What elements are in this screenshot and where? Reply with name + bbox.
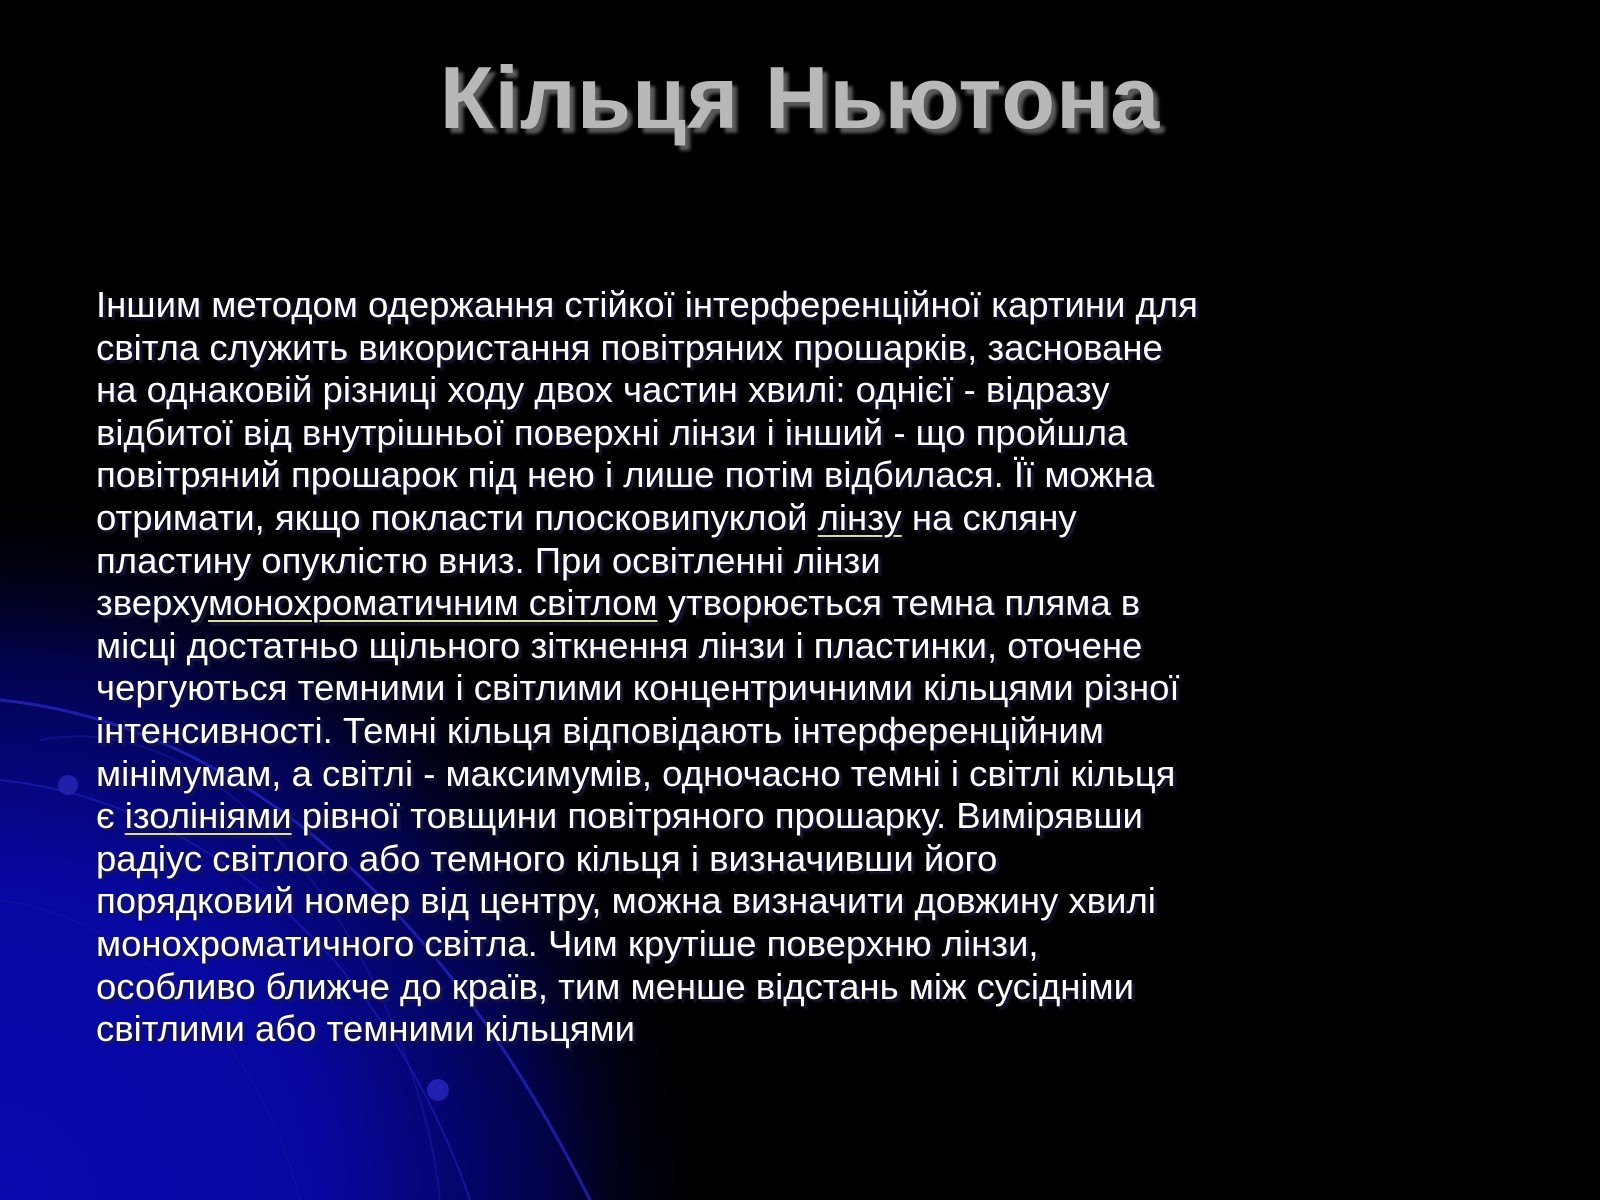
paragraph-line: інтенсивності. Темні кільця відповідають інтерференційним	[96, 709, 1104, 751]
paragraph-line: монохроматичного світла. Чим крутіше поверхню лінзи,	[96, 922, 1039, 964]
link-monochromatic-light[interactable]: монохроматичним світлом	[208, 582, 658, 624]
paragraph-line: мінімумам, а світлі - максимумів, одночасно темні і світлі кільця	[96, 752, 1176, 794]
link-isolines[interactable]: ізолініями	[124, 795, 292, 837]
paragraph-line: отримати, якщо покласти плосковипуклой лінзу на скляну	[96, 496, 1077, 538]
link-lens[interactable]: лінзу	[817, 496, 902, 538]
paragraph-line: світлими або темними кільцями	[96, 1008, 636, 1050]
body-paragraph	[96, 284, 1566, 1051]
paragraph-line: чергуються темними і світлими концентричними кільцями різної	[96, 667, 1180, 709]
paragraph-line: порядковий номер від центру, можна визначити довжину хвилі	[96, 880, 1156, 922]
paragraph-line: є ізолініями рівної товщини повітряного прошарку. Вимірявши	[96, 795, 1143, 837]
paragraph-line: відбитої від внутрішньої поверхні лінзи і інший - що пройшла	[96, 411, 1128, 453]
paragraph-line: місці достатньо щільного зіткнення лінзи і пластинки, оточене	[96, 624, 1143, 666]
paragraph-line: повітряний прошарок під нею і лише потім відбилася. Її можна	[96, 454, 1155, 496]
paragraph-line: світла служить використання повітряних прошарків, засноване	[96, 326, 1163, 368]
paragraph-line: Іншим методом одержання стійкої інтерференційної картини для	[96, 284, 1198, 325]
paragraph-line: пластину опуклістю вниз. При освітленні лінзи	[96, 539, 881, 581]
paragraph-line: радіус світлого або темного кільця і визначивши його	[96, 837, 998, 879]
paragraph-line: особливо ближче до країв, тим менше відстань між сусідніми	[96, 965, 1135, 1007]
paragraph-line: на однаковій різниці ходу двох частин хвилі: однієї - відразу	[96, 369, 1110, 411]
slide-title: Кільця Ньютона	[439, 48, 1161, 147]
paragraph-line: зверхумонохроматичним світлом утворюється темна пляма в	[96, 582, 1141, 624]
